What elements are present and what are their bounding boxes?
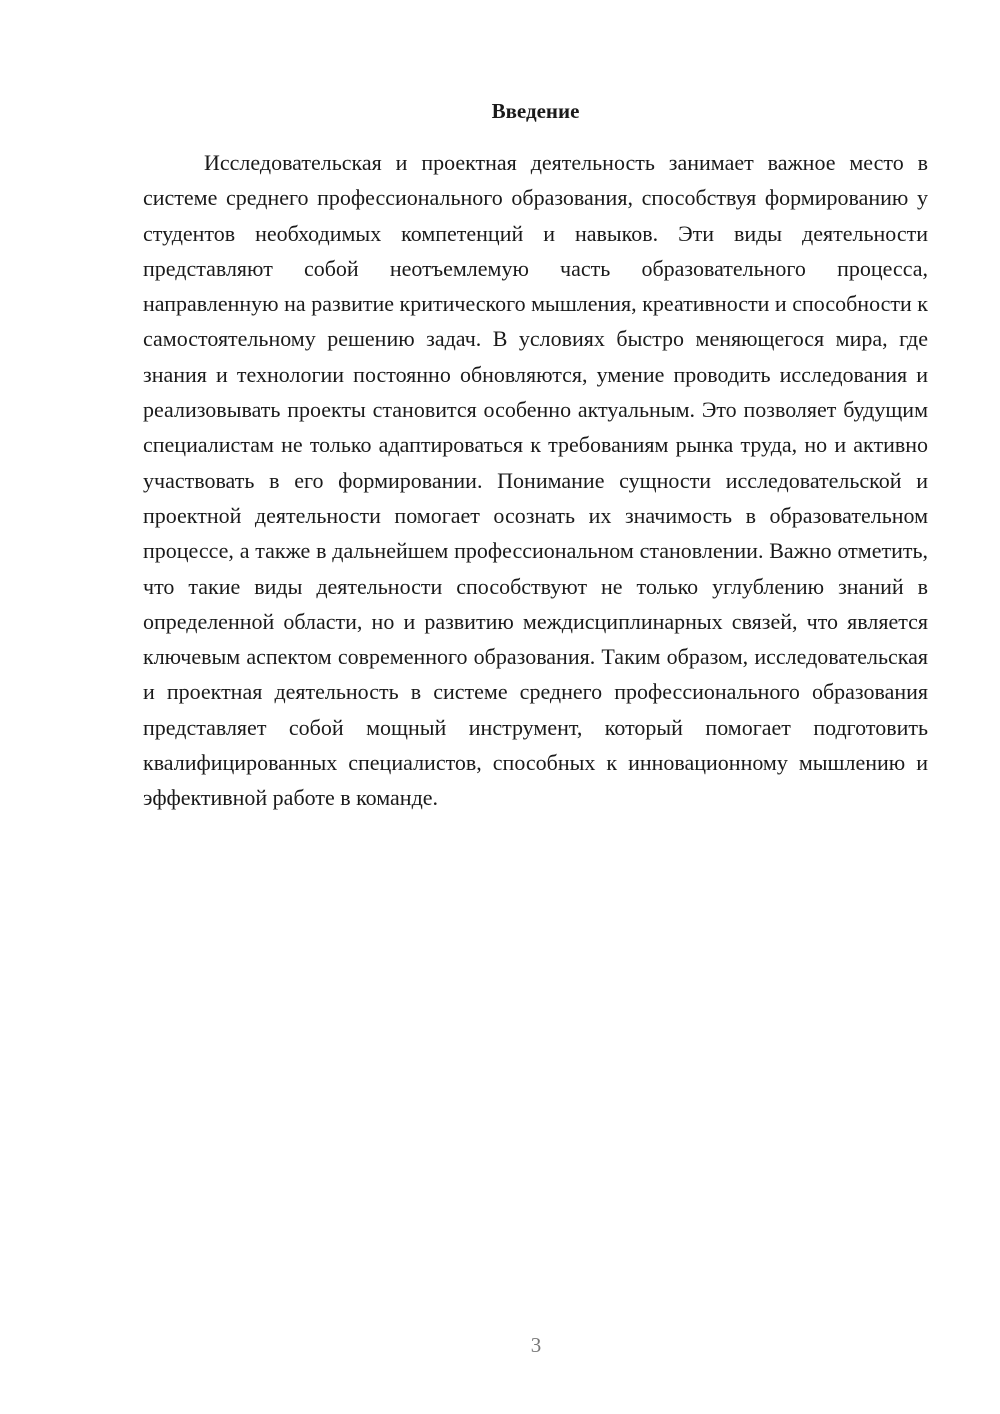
body-paragraph: Исследовательская и проектная деятельность занимает важное место в системе среднего профессионального образования, способствуя формированию у студентов необходимых компетенций и навыков. Эти виды деятельности представляют собой неотъемлемую часть образовательного процесса, направленную на развитие критического мышления, креативности и способности к самостоятельному решению задач. В условиях быстро меняющегося мира, где знания и технологии постоянно обновляются, умение проводить исследования и реализовывать проекты становится особенно актуальным. Это позволяет будущим специалистам не только адаптироваться к требованиям рынка труда, но и активно участвовать в его формировании. Понимание сущности исследовательской и проектной деятельности помогает осознать их значимость в образовательном процессе, а также в дальнейшем профессиональном становлении. Важно отметить, что такие виды деятельности способствуют не только углублению знаний в определенной области, но и развитию междисциплинарных связей, что является ключевым аспектом современного образования. Таким образом, исследовательская и проектная деятельность в системе среднего профессионального образования представляет собой мощный инструмент, который помогает подготовить квалифицированных специалистов, способных к инновационному мышлению и эффективной работе в команде. bbox=[143, 150, 928, 811]
page-number: 3 bbox=[530, 1333, 542, 1357]
page-title: Введение bbox=[491, 99, 580, 123]
